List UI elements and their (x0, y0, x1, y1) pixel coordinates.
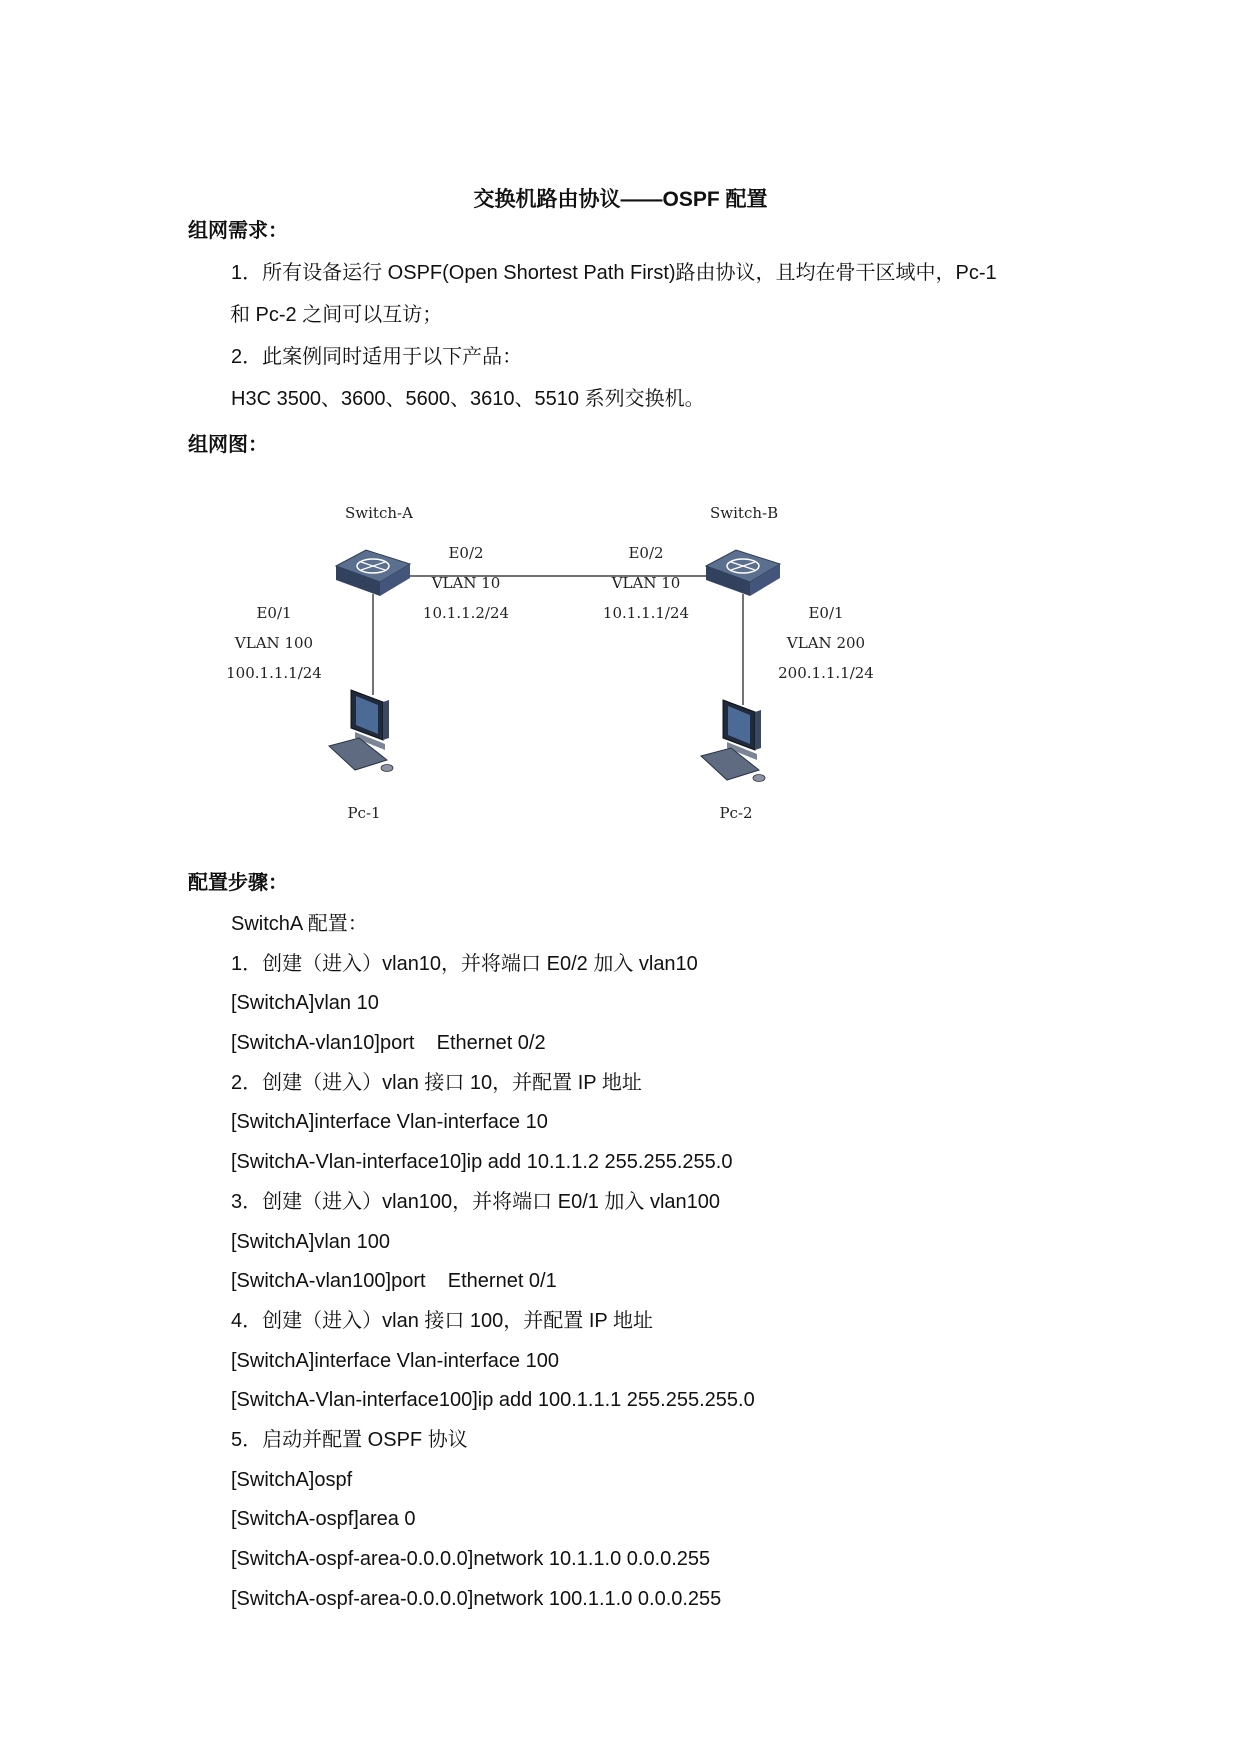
pc2-label: Pc-2 (719, 804, 753, 822)
b-down-port-label: E0/1 (808, 604, 844, 622)
b-down-vlan-label: VLAN 200 (786, 634, 866, 652)
step-line: 2．创建（进入）vlan 接口 10，并配置 IP 地址 (231, 1071, 642, 1094)
step-line: 5．启动并配置 OSPF 协议 (231, 1428, 468, 1451)
switch-a-icon (336, 550, 410, 596)
command-line: [SwitchA-Vlan-interface100]ip add 100.1.1.1 255.255.255.0 (231, 1389, 755, 1412)
command-line: [SwitchA-vlan100]port Ethernet 0/1 (231, 1270, 557, 1293)
b-uplink-port-label: E0/2 (628, 544, 664, 562)
step-line: 3．创建（进入）vlan100，并将端口 E0/1 加入 vlan100 (231, 1190, 721, 1213)
pc1-label: Pc-1 (347, 804, 381, 822)
a-down-vlan-label: VLAN 100 (234, 634, 314, 652)
pc1-icon (329, 690, 393, 772)
switch-b-icon (706, 550, 780, 596)
requirement-line: 和 Pc-2 之间可以互访； (230, 304, 443, 326)
command-line: [SwitchA]vlan 100 (231, 1230, 390, 1253)
command-line: [SwitchA-ospf]area 0 (231, 1508, 416, 1531)
command-line: [SwitchA]interface Vlan-interface 100 (231, 1349, 559, 1372)
step-line: 4．创建（进入）vlan 接口 100，并配置 IP 地址 (231, 1309, 653, 1332)
step-line: SwitchA 配置： (231, 913, 368, 935)
pc2-icon (701, 700, 765, 782)
diagram-heading: 组网图： (188, 434, 268, 456)
requirement-line: H3C 3500、3600、5600、3610、5510 系列交换机。 (231, 388, 705, 410)
a-uplink-ip-label: 10.1.1.2/24 (422, 604, 510, 622)
command-line: [SwitchA]ospf (231, 1468, 353, 1491)
page-title: 交换机路由协议——OSPF 配置 (473, 188, 768, 211)
a-down-port-label: E0/1 (256, 604, 292, 622)
topology-graphic (200, 490, 920, 830)
a-uplink-vlan-label: VLAN 10 (431, 574, 501, 592)
network-diagram (200, 490, 920, 830)
config-steps (231, 905, 755, 1619)
command-line: [SwitchA]interface Vlan-interface 10 (231, 1111, 548, 1134)
command-line: [SwitchA-vlan10]port Ethernet 0/2 (231, 1032, 546, 1055)
b-uplink-vlan-label: VLAN 10 (611, 574, 681, 592)
b-down-ip-label: 200.1.1.1/24 (778, 664, 874, 682)
step-line: 1．创建（进入）vlan10，并将端口 E0/2 加入 vlan10 (231, 952, 698, 975)
command-line: [SwitchA-Vlan-interface10]ip add 10.1.1.2 255.255.255.0 (231, 1151, 733, 1174)
a-down-ip-label: 100.1.1.1/24 (226, 664, 322, 682)
command-line: [SwitchA]vlan 10 (231, 992, 379, 1015)
steps-heading: 配置步骤： (188, 872, 288, 894)
a-uplink-port-label: E0/2 (448, 544, 484, 562)
b-uplink-ip-label: 10.1.1.1/24 (602, 604, 690, 622)
command-line: [SwitchA-ospf-area-0.0.0.0]network 100.1.1.0 0.0.0.255 (231, 1587, 722, 1610)
command-line: [SwitchA-ospf-area-0.0.0.0]network 10.1.1.0 0.0.0.255 (231, 1548, 711, 1570)
requirements-heading: 组网需求： (188, 220, 288, 242)
switch-b-label: Switch-B (710, 504, 779, 522)
switch-a-label: Switch-A (345, 504, 413, 522)
requirement-line: 1．所有设备运行 OSPF(Open Shortest Path First)路由协议，且均在骨干区域中，Pc-1 (231, 262, 997, 284)
requirement-line: 2．此案例同时适用于以下产品： (231, 346, 523, 368)
requirements-list (231, 252, 997, 420)
